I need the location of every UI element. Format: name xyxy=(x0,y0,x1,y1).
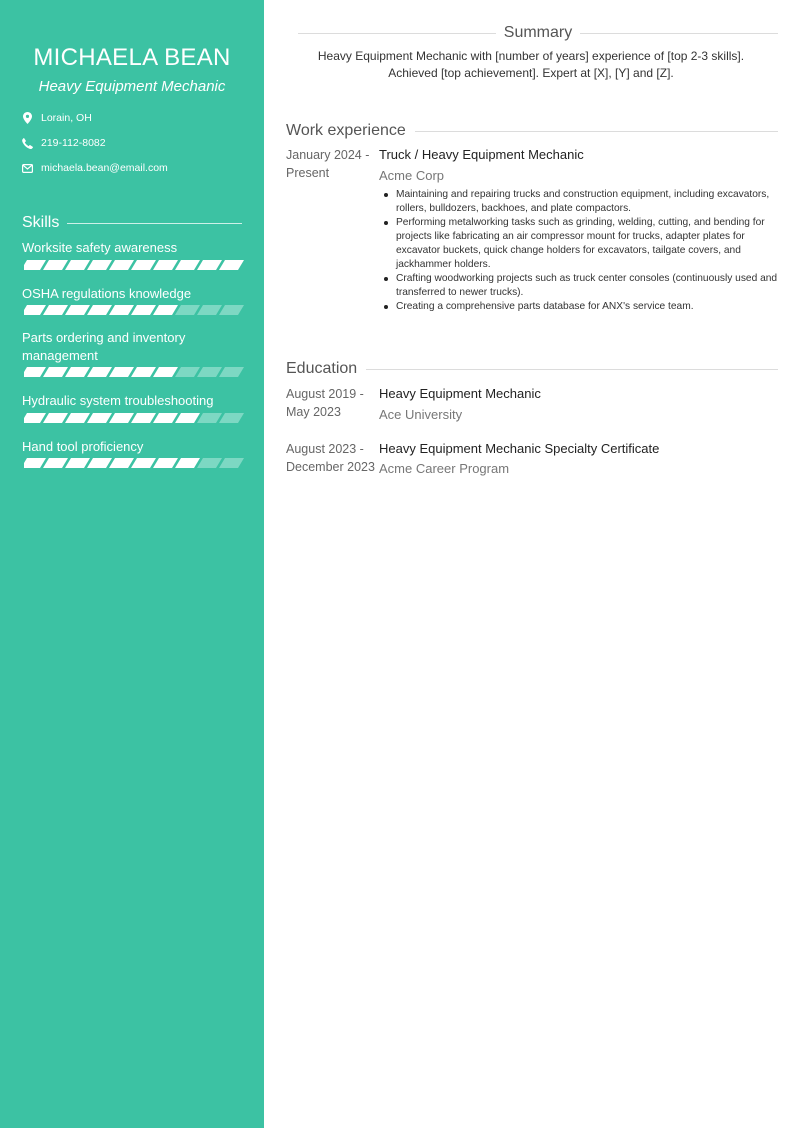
job-bullet: Performing metalworking tasks such as grinding, welding, cutting, and bending for projects like fabricating an air compressor mount for trucks, adapter plates for excavator buckets, quick change holders for excavators, tailgate covers, and jackhammer holders. xyxy=(396,216,780,272)
education-degree: Heavy Equipment Mechanic Specialty Certificate xyxy=(379,441,660,456)
skill-level-bar xyxy=(24,413,244,423)
skill-segment-filled xyxy=(87,413,112,423)
skill-segment-filled xyxy=(153,260,178,270)
skill-segment-filled xyxy=(43,367,68,377)
skill-segment-empty xyxy=(175,305,200,315)
summary-heading xyxy=(298,22,778,44)
job-date: January 2024 - Present xyxy=(286,148,370,180)
skill-segment-filled xyxy=(153,413,178,423)
skill-segment-empty xyxy=(219,458,244,468)
skill-segment-filled xyxy=(131,305,156,315)
skill-level-bar xyxy=(24,260,244,270)
skill-segment-filled xyxy=(43,458,68,468)
main-content xyxy=(264,0,800,1128)
skill-label: Parts ordering and inventory management xyxy=(22,330,186,363)
skill-segment-filled xyxy=(197,260,222,270)
skill-segment-filled xyxy=(65,305,90,315)
job-title: Truck / Heavy Equipment Mechanic xyxy=(379,147,584,162)
skill-segment-filled xyxy=(87,305,112,315)
job-bullet: Maintaining and repairing trucks and construction equipment, including excavators, rollers, bulldozers, backhoes, and plate compactors. xyxy=(396,188,780,216)
summary-rule-left xyxy=(298,33,496,34)
skill-segment-empty xyxy=(197,458,222,468)
skill-level-bar xyxy=(24,458,244,468)
skill-level-bar xyxy=(24,305,244,315)
skill-segment-filled xyxy=(131,413,156,423)
skill-segment-filled xyxy=(65,458,90,468)
phone-icon xyxy=(22,137,33,149)
skill-segment-filled xyxy=(43,260,68,270)
skill-segment-filled xyxy=(175,260,200,270)
skill-segment-filled xyxy=(131,458,156,468)
contact-email xyxy=(22,160,168,176)
skills-heading xyxy=(22,212,242,234)
education-school: Ace University xyxy=(379,407,463,422)
skill-segment-filled xyxy=(175,458,200,468)
skill-segment-filled xyxy=(153,458,178,468)
education-date: August 2023 - December 2023 xyxy=(286,442,375,474)
sidebar xyxy=(0,0,264,1128)
skill-segment-filled xyxy=(65,260,90,270)
work-heading-rule xyxy=(415,131,778,132)
skill-segment-filled xyxy=(43,413,68,423)
education-date: August 2019 - May 2023 xyxy=(286,387,364,419)
skill-segment-filled xyxy=(175,413,200,423)
skill-segment-empty xyxy=(197,367,222,377)
skill-segment-filled xyxy=(131,260,156,270)
skill-segment-filled xyxy=(65,367,90,377)
skill-segment-filled xyxy=(24,367,46,377)
skill-segment-filled xyxy=(87,458,112,468)
skill-segment-empty xyxy=(197,413,222,423)
skill-segment-filled xyxy=(153,305,178,315)
skill-segment-empty xyxy=(219,305,244,315)
job-bullet: Crafting woodworking projects such as truck center consoles (continuously used and transferred to newer trucks). xyxy=(396,272,780,300)
job-bullet: Creating a comprehensive parts database for ANX's service team. xyxy=(396,300,780,314)
skill-label: OSHA regulations knowledge xyxy=(22,286,192,301)
skill-segment-filled xyxy=(87,260,112,270)
skill-label: Worksite safety awareness xyxy=(22,240,178,255)
education-degree: Heavy Equipment Mechanic xyxy=(379,386,541,401)
skill-label: Hand tool proficiency xyxy=(22,439,144,454)
skill-segment-empty xyxy=(219,413,244,423)
location-pin-icon xyxy=(22,112,33,124)
candidate-title: Heavy Equipment Mechanic xyxy=(38,78,226,95)
education-heading-rule xyxy=(366,369,778,370)
contact-location xyxy=(22,110,92,126)
skill-segment-filled xyxy=(65,413,90,423)
education-heading-text: Education xyxy=(286,360,358,377)
contact-location-text: Lorain, OH xyxy=(41,112,92,124)
skill-segment-filled xyxy=(109,305,134,315)
skill-segment-filled xyxy=(24,413,46,423)
summary-heading-text: Summary xyxy=(503,24,573,41)
skill-segment-filled xyxy=(109,458,134,468)
job-bullets xyxy=(396,188,780,314)
skills-heading-rule xyxy=(67,223,242,224)
skill-label: Hydraulic system troubleshooting xyxy=(22,393,214,408)
work-heading xyxy=(286,120,778,142)
skill-segment-filled xyxy=(153,367,178,377)
skill-segment-filled xyxy=(87,367,112,377)
work-heading-text: Work experience xyxy=(286,122,406,139)
contact-email-text: michaela.bean@email.com xyxy=(41,162,168,174)
skills-heading-text: Skills xyxy=(22,214,60,231)
summary-rule-right xyxy=(580,33,778,34)
skill-segment-empty xyxy=(197,305,222,315)
skill-segment-filled xyxy=(109,413,134,423)
education-heading xyxy=(286,358,778,380)
skill-segment-filled xyxy=(24,458,46,468)
job-company: Acme Corp xyxy=(379,168,445,183)
contact-phone-text: 219-112-8082 xyxy=(41,137,106,149)
education-school: Acme Career Program xyxy=(379,461,510,476)
skill-segment-filled xyxy=(219,260,244,270)
skill-segment-empty xyxy=(219,367,244,377)
skill-segment-filled xyxy=(24,305,46,315)
contact-phone xyxy=(22,135,106,151)
candidate-name: MICHAELA BEAN xyxy=(33,44,231,71)
skill-segment-filled xyxy=(109,367,134,377)
skill-segment-empty xyxy=(175,367,200,377)
skill-segment-filled xyxy=(24,260,46,270)
skill-segment-filled xyxy=(43,305,68,315)
summary-text: Heavy Equipment Mechanic with [number of years] experience of [top 2-3 skills]. Achieved [top achievement]. Expert at [X], [Y] and [Z]. xyxy=(317,49,745,80)
skill-level-bar xyxy=(24,367,244,377)
envelope-icon xyxy=(22,162,33,174)
skill-segment-filled xyxy=(131,367,156,377)
skill-segment-filled xyxy=(109,260,134,270)
